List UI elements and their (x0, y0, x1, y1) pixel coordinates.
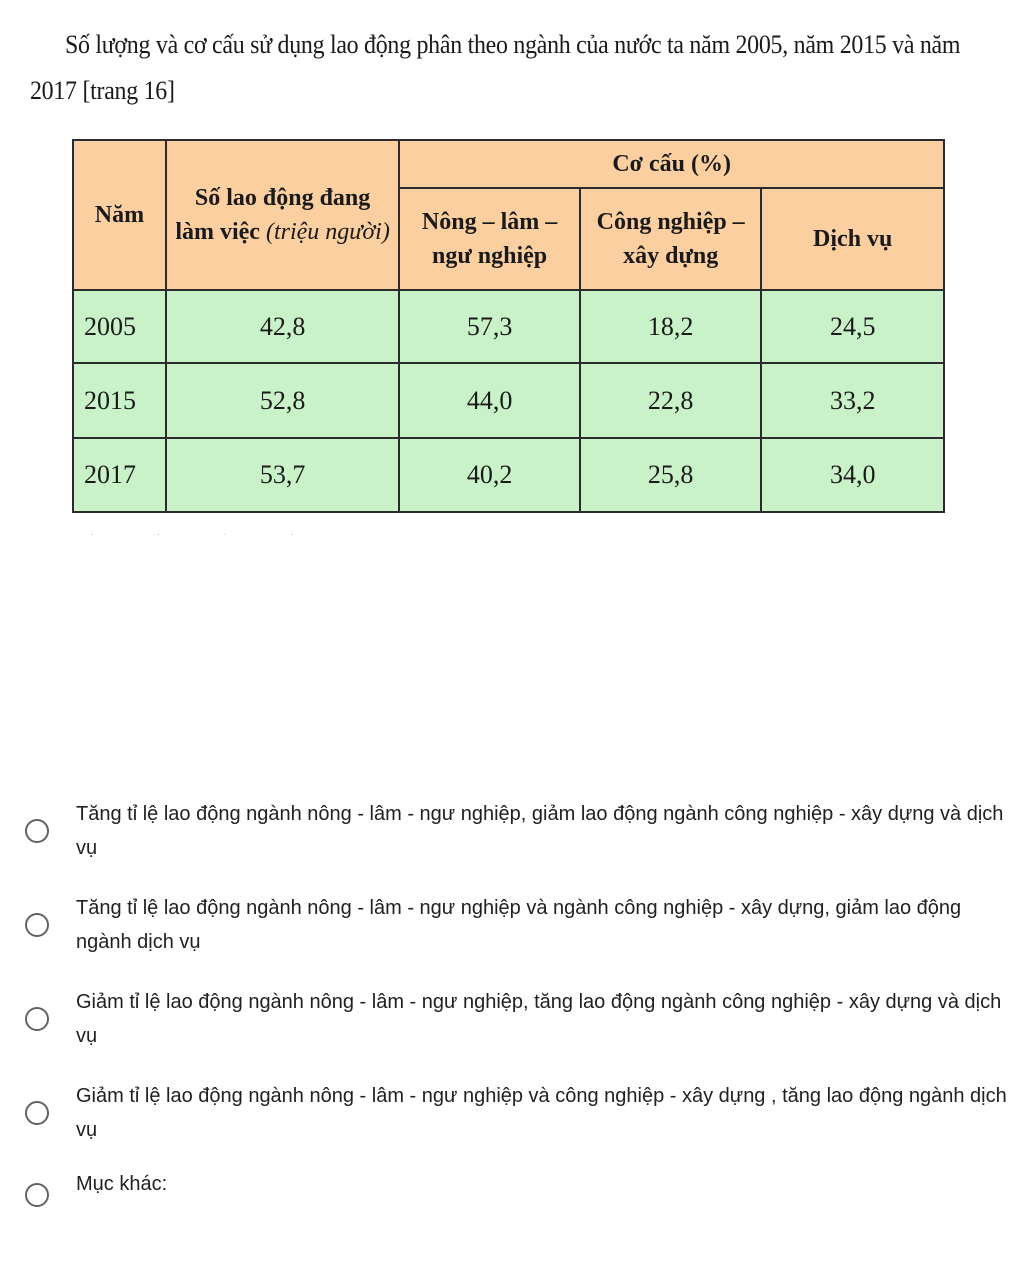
option-other[interactable] (0, 1171, 1024, 1265)
option-4[interactable] (0, 1077, 1024, 1171)
cell-services: 24,5 (761, 290, 944, 363)
radio-button[interactable] (25, 1007, 49, 1031)
option-3[interactable] (0, 983, 1024, 1077)
option-label[interactable]: Giảm tỉ lệ lao động ngành nông - lâm - ngư nghiệp và công nghiệp - xây dựng , tăng lao động ngành dịch vụ (76, 1085, 1007, 1141)
question-title: Số lượng và cơ cấu sử dụng lao động phân theo ngành của nước ta năm 2005, năm 2015 và năm 2017 [trang 16] (30, 30, 961, 105)
option-other-label[interactable]: Mục khác: (76, 1173, 168, 1195)
question-image (0, 0, 1024, 560)
header-services: Dịch vụ (761, 188, 944, 290)
cell-industry: 22,8 (580, 363, 762, 438)
option-1[interactable] (0, 795, 1024, 889)
header-structure: Cơ cấu (%) (399, 140, 944, 188)
cell-agri: 40,2 (399, 438, 580, 512)
option-2[interactable] (0, 889, 1024, 983)
decorative-dots: . . . . (90, 524, 324, 538)
cell-industry: 18,2 (580, 290, 762, 363)
cell-year: 2017 (73, 438, 166, 512)
radio-button[interactable] (25, 819, 49, 843)
radio-button[interactable] (25, 1101, 49, 1125)
table-row (73, 363, 944, 438)
cell-industry: 25,8 (580, 438, 762, 512)
table-row (73, 290, 944, 363)
header-agri: Nông – lâm – ngư nghiệp (399, 188, 580, 290)
radio-button[interactable] (25, 1183, 49, 1207)
cell-agri: 57,3 (399, 290, 580, 363)
cell-year: 2005 (73, 290, 166, 363)
table-row (73, 438, 944, 512)
header-industry: Công nghiệp – xây dựng (580, 188, 762, 290)
data-table (72, 139, 945, 513)
header-workers: Số lao động đang làm việc (triệu người) (166, 140, 399, 290)
cell-workers: 52,8 (166, 363, 399, 438)
cell-year: 2015 (73, 363, 166, 438)
cell-agri: 44,0 (399, 363, 580, 438)
cell-services: 34,0 (761, 438, 944, 512)
header-year: Năm (73, 140, 166, 290)
option-label[interactable]: Tăng tỉ lệ lao động ngành nông - lâm - ngư nghiệp và ngành công nghiệp - xây dựng, giảm lao động ngành dịch vụ (76, 897, 962, 953)
answer-options (0, 795, 1024, 1265)
cell-workers: 42,8 (166, 290, 399, 363)
option-label[interactable]: Giảm tỉ lệ lao động ngành nông - lâm - ngư nghiệp, tăng lao động ngành công nghiệp - xây dựng và dịch vụ (76, 991, 1002, 1047)
cell-services: 33,2 (761, 363, 944, 438)
option-label[interactable]: Tăng tỉ lệ lao động ngành nông - lâm - ngư nghiệp, giảm lao động ngành công nghiệp - xây dựng và dịch vụ (76, 803, 1004, 859)
cell-workers: 53,7 (166, 438, 399, 512)
radio-button[interactable] (25, 913, 49, 937)
